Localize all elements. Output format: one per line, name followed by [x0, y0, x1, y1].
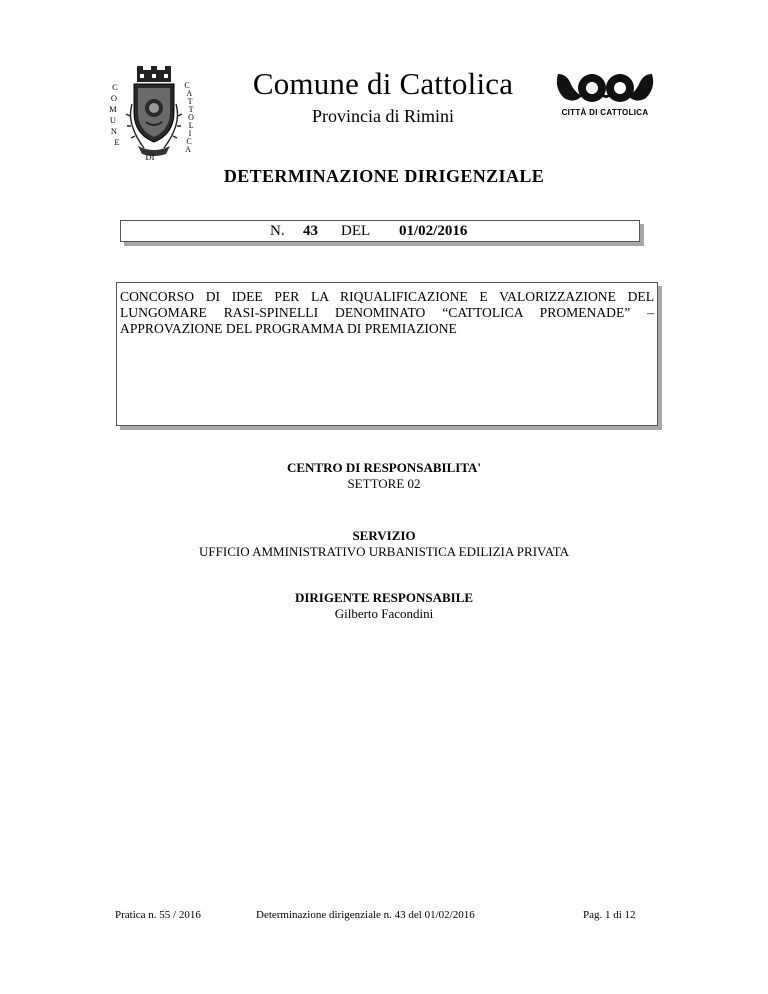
manager-heading: DIRIGENTE RESPONSABILE [294, 590, 474, 605]
responsibility-center-section [0, 460, 768, 492]
province-subtitle: Provincia di Rimini [312, 106, 454, 126]
footer-practice-number: Pratica n. 55 / 2016 [115, 909, 201, 921]
subject-text: CONCORSO DI IDEE PER LA RIQUALIFICAZIONE E VALORIZZAZIONE DEL LUNGOMARE RASI-SPINELLI DENOMINATO “CATTOLICA PROMENADE” – APPROVAZIONE DEL PROGRAMMA DI PREMIAZIONE [120, 289, 654, 336]
seal-right-letters: C A T T O L I C A [184, 81, 194, 154]
service-heading: SERVIZIO [352, 528, 416, 543]
service-section [0, 528, 768, 560]
document-type-heading: DETERMINAZIONE DIRIGENZIALE [223, 166, 545, 186]
responsibility-center-value: SETTORE 02 [347, 476, 421, 491]
shield-icon [134, 84, 174, 142]
municipality-title: Comune di Cattolica [252, 66, 514, 101]
responsibility-center-heading: CENTRO DI RESPONSABILITA' [286, 460, 482, 475]
city-brand-logo [552, 70, 658, 120]
determination-number: 43 [303, 223, 318, 239]
footer-document-reference: Determinazione dirigenziale n. 43 del 01/02/2016 [256, 909, 475, 921]
subject-box [116, 282, 658, 426]
seal-bottom-word: DI [145, 152, 155, 162]
determination-number-box [120, 220, 640, 242]
manager-section [0, 590, 768, 622]
service-value: UFFICIO AMMINISTRATIVO URBANISTICA EDILIZIA PRIVATA [199, 544, 569, 559]
logo-caption: CITTÀ DI CATTOLICA [561, 108, 649, 117]
city-logo-icon [552, 70, 658, 106]
coat-of-arms-emblem [104, 64, 204, 164]
number-label: N. [270, 223, 285, 239]
seal-left-letters: C O M U N E [109, 82, 120, 147]
footer-page-number: Pag. 1 di 12 [583, 909, 636, 921]
manager-name: Gilberto Facondini [334, 606, 434, 621]
determination-date: 01/02/2016 [399, 223, 468, 239]
crown-icon [137, 66, 171, 82]
date-label: DEL [341, 223, 371, 239]
